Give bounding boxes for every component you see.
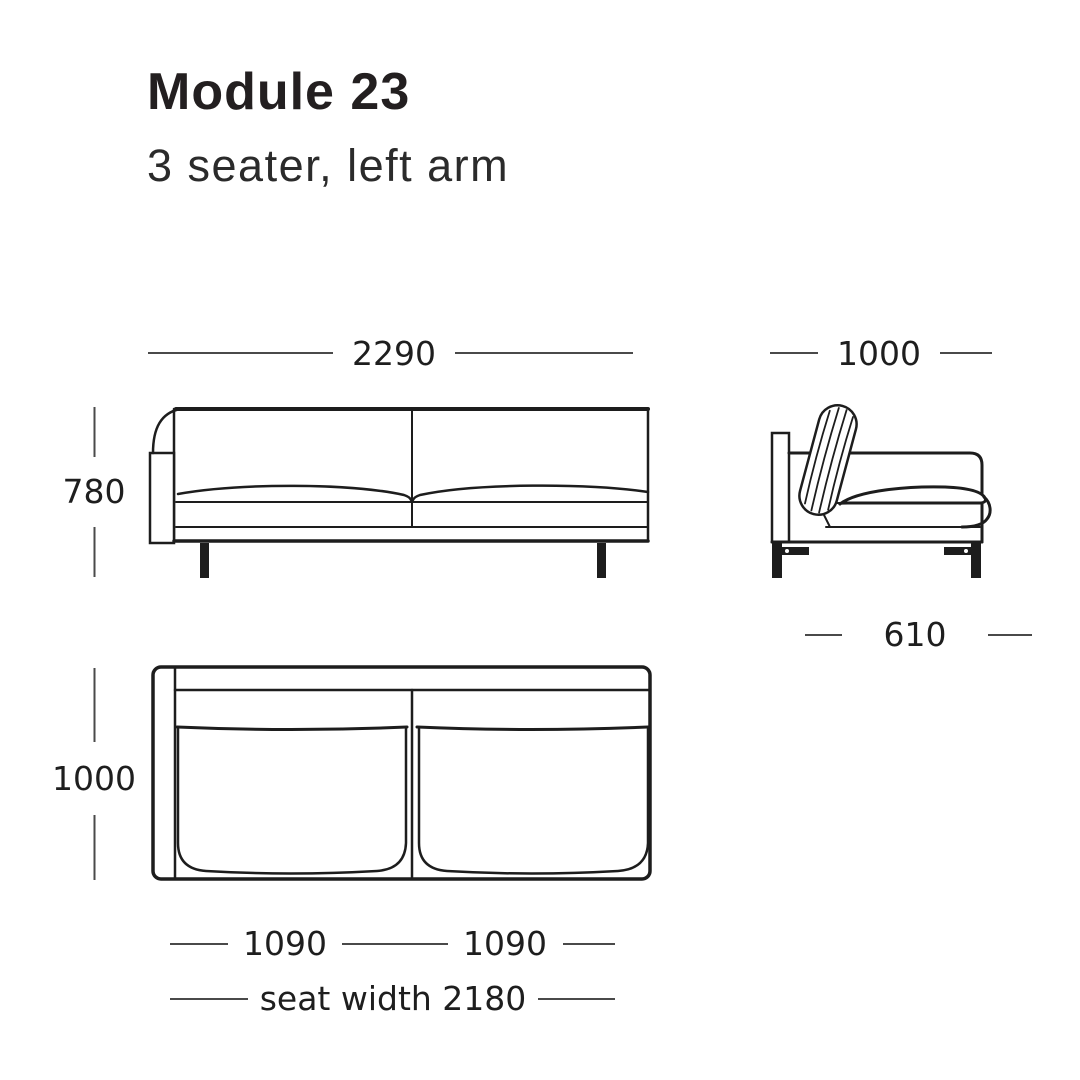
front-elevation-view	[150, 409, 648, 578]
front-arm-roll	[153, 409, 180, 453]
page-subtitle: 3 seater, left arm	[147, 140, 510, 191]
dim-label-seat-width: seat width 2180	[259, 979, 527, 1018]
side-elevation-view	[772, 401, 990, 578]
side-seat-cushion	[840, 487, 986, 504]
dim-label-front-width: 2290	[352, 334, 436, 373]
front-right-leg	[597, 543, 606, 578]
dim-label-plan-depth: 1000	[52, 759, 136, 798]
front-right-cushion-top	[413, 486, 648, 500]
dim-label-side-depth: 1000	[837, 334, 921, 373]
side-right-bolt	[964, 549, 968, 553]
side-back-panel	[772, 433, 789, 542]
dim-label-seat-right: 1090	[463, 924, 547, 963]
side-right-leg	[971, 542, 981, 578]
dim-label-seat-depth: 610	[883, 615, 947, 654]
dim-label-front-height: 780	[62, 472, 126, 511]
plan-outline	[153, 667, 650, 879]
side-left-bolt	[785, 549, 789, 553]
plan-view	[153, 667, 650, 879]
front-left-cushion-top	[178, 486, 411, 500]
side-left-leg	[772, 542, 782, 578]
page-title: Module 23	[147, 63, 411, 121]
front-left-leg	[200, 543, 209, 578]
dim-label-seat-left: 1090	[243, 924, 327, 963]
